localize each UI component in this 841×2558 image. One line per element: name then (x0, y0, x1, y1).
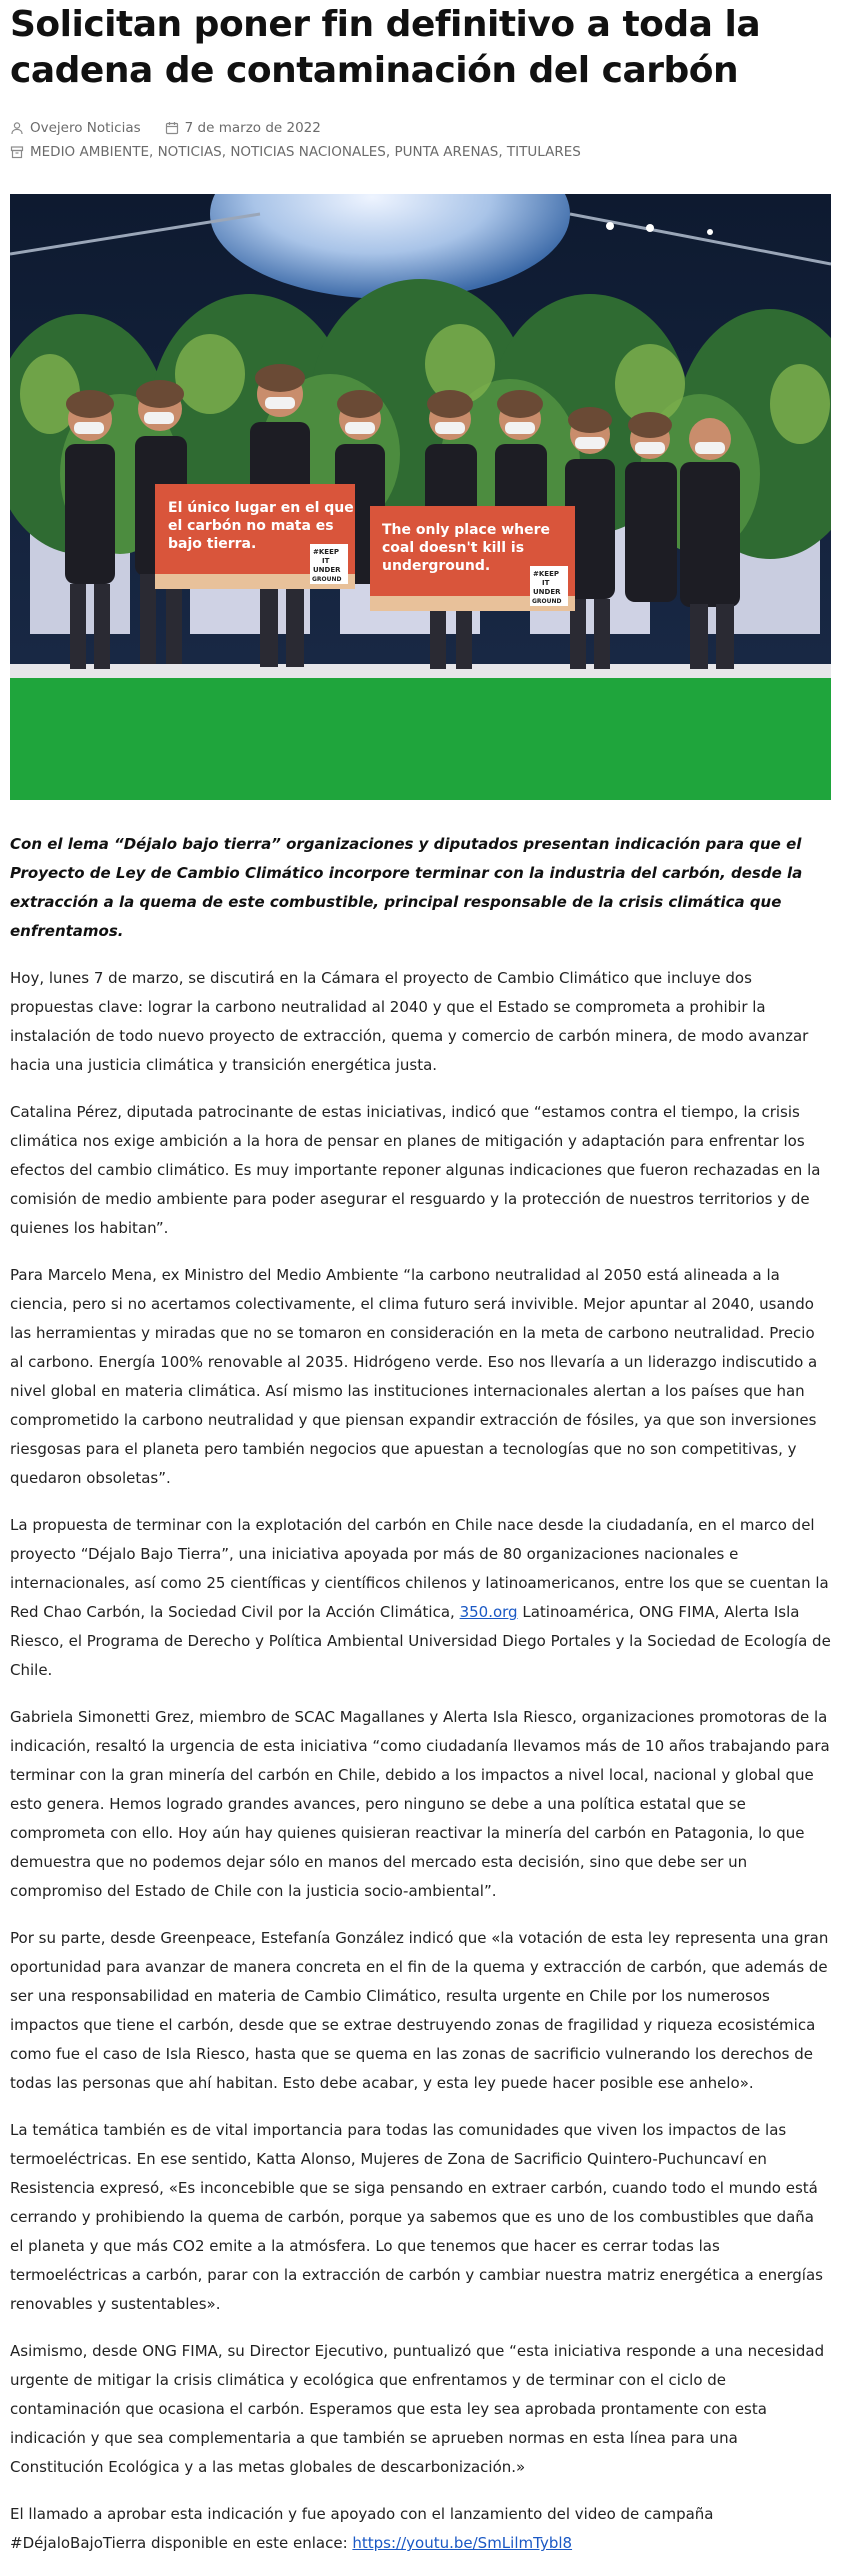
archive-icon (10, 145, 24, 159)
banner-right-tag-1: #KEEP (533, 570, 559, 578)
banner-right-line2: coal doesn't kill is (382, 540, 525, 556)
article-title: Solicitan poner fin definitivo a toda la cadena de contaminación del carbón (10, 4, 761, 91)
banner-right-tag-3: UNDER (533, 588, 561, 596)
categories-row (10, 140, 831, 164)
banner-left-line2: el carbón no mata es (168, 518, 334, 534)
banner-right-line3: underground. (382, 558, 491, 574)
banner-right-tag-4: GROUND (532, 598, 562, 605)
paragraph-4 (10, 1511, 831, 1685)
paragraph-7: La temática también es de vital importancia para todas las comunidades que viven los impactos de las termoeléctricas. En ese sentido, Katta Alonso, Mujeres de Zona de Sacrificio Quintero-Puchuncaví en Resistencia expresó, «Es inconcebible que se siga pensando en extraer carbón, cuando todo el mundo está cerrando y prohibiendo la quema de carbón, porque ya sabemos que es uno de los combustibles que daña el planeta y que más CO2 emite a la atmósfera. Lo que tenemos que hacer es cerrar todas las termoeléctricas a carbón, parar con la extracción de carbón y cambiar nuestra matriz energética a energías renovables y sustentables». (10, 2121, 823, 2313)
article-meta (10, 116, 831, 164)
paragraph-9-text: El llamado a aprobar esta indicación y fue apoyado con el lanzamiento del video de campaña #DéjaloBajoTierra disponible en este enlace: (10, 2505, 714, 2552)
paragraph-4-text-b: Latinoamérica, ONG FIMA, Alerta Isla Riesco, el Programa de Derecho y Política Ambiental Universidad Diego Portales y la Sociedad de Ecología de Chile. (10, 1603, 831, 1679)
banner-left-tag-2: IT (322, 557, 330, 565)
byline-row (10, 116, 831, 140)
banner-right-tag-2: IT (542, 579, 550, 587)
user-icon (10, 121, 24, 135)
paragraph-9 (10, 2500, 831, 2558)
banner-left-tag-3: UNDER (313, 566, 341, 574)
banner-left-tag-4: GROUND (312, 576, 342, 583)
link-350-org[interactable]: 350.org (459, 1603, 518, 1621)
youtube-link[interactable]: https://youtu.be/SmLilmTybl8 (352, 2534, 573, 2552)
paragraph-8: Asimismo, desde ONG FIMA, su Director Ejecutivo, puntualizó que “esta iniciativa responde a una necesidad urgente de mitigar la crisis climática y ecológica que enfrentamos y de terminar con el ciclo de contaminación que ocasiona el carbón. Esperamos que esta ley sea aprobada prontamente con esta indicación y que sea complementaria a que también se aprueben normas en esta línea para una Constitución Ecológica y a las metas globales de descarbonización.» (10, 2342, 825, 2476)
author-link[interactable]: Ovejero Noticias (30, 120, 141, 136)
publish-date: 7 de marzo de 2022 (184, 120, 321, 136)
paragraph-2: Catalina Pérez, diputada patrocinante de estas iniciativas, indicó que “estamos contra el tiempo, la crisis climática nos exige ambición a la hora de pensar en planes de mitigación y adaptación para enfrentar los efectos del cambio climático. Es muy importante reponer algunas indicaciones que fueron rechazadas en la comisión de medio ambiente para poder asegurar el resguardo y la protección de nuestros territorios y de quienes los habitan”. (10, 1103, 821, 1237)
paragraph-3: Para Marcelo Mena, ex Ministro del Medio Ambiente “la carbono neutralidad al 2050 está alineada a la ciencia, pero si no acertamos colectivamente, el clima futuro será invivible. Mejor apuntar al 2040, usando las herramientas y miradas que no se tomaron en consideración en la meta de carbono neutralidad. Precio al carbono. Energía 100% renovable al 2035. Hidrógeno verde. Eso nos llevaría a un liderazgo indiscutido a nivel global en materia climática. Así mismo las instituciones internacionales alertan a los países que han comprometido la carbono neutralidad y que piensan expandir extracción de fósiles, ya que son inversiones riesgosas para el planeta pero también negocios que apuestan a tecnologías que no son competitivas, y quedaron obsoletas”. (10, 1266, 818, 1487)
article-photo (10, 194, 831, 800)
paragraph-5: Gabriela Simonetti Grez, miembro de SCAC Magallanes y Alerta Isla Riesco, organizaciones promotoras de la indicación, resaltó la urgencia de esta iniciativa “como ciudadanía llevamos más de 10 años trabajando para terminar con la gran minería del carbón en Chile, debido a los impactos a nivel local, nacional y global que esto genera. Hemos logrado grandes avances, pero ninguno se debe a una política estatal que se comprometa con ello. Hoy aún hay quienes quisieran reactivar la minería del carbón en Patagonia, lo que demuestra que no podemos dejar sólo en manos del mercado esta decisión, sino que debe ser un compromiso del Estado de Chile con la justicia socio-ambiental”. (10, 1708, 830, 1900)
category-links[interactable]: MEDIO AMBIENTE, NOTICIAS, NOTICIAS NACIONALES, PUNTA ARENAS, TITULARES (30, 144, 581, 160)
calendar-icon (165, 121, 179, 135)
article-body (10, 830, 831, 2558)
paragraph-4-text-a: La propuesta de terminar con la explotación del carbón en Chile nace desde la ciudadanía, en el marco del proyecto “Déjalo Bajo Tierra”, una iniciativa apoyada por más de 80 organizaciones nacionales e internacionales, así como 25 científicas y científicos chilenos y latinoamericanos, entre los que se cuentan la Red Chao Carbón, la Sociedad Civil por la Acción Climática, (10, 1516, 829, 1621)
paragraph-6: Por su parte, desde Greenpeace, Estefanía González indicó que «la votación de esta ley representa una gran oportunidad para avanzar de manera concreta en el fin de la quema y extracción de carbón, que además de ser una responsabilidad en materia de Cambio Climático, resulta urgente en Chile por los numerosos impactos que tiene el carbón, desde que se extrae destruyendo zonas de fragilidad y riqueza ecosistémica como fue el caso de Isla Riesco, hasta que se quema en las zonas de sacrificio vulnerando los derechos de todas las personas que ahí habitan. Esto debe acabar, y esta ley puede hacer posible ese anhelo». (10, 1929, 829, 2092)
banner-left-line3: bajo tierra. (168, 536, 257, 552)
paragraph-1: Hoy, lunes 7 de marzo, se discutirá en la Cámara el proyecto de Cambio Climático que incluye dos propuestas clave: lograr la carbono neutralidad al 2040 y que el Estado se comprometa a prohibir la instalación de todo nuevo proyecto de extracción, quema y comercio de carbón minera, de modo avanzar hacia una justicia climática y transición energética justa. (10, 969, 809, 1074)
article-lead: Con el lema “Déjalo bajo tierra” organizaciones y diputados presentan indicación para que el Proyecto de Ley de Cambio Climático incorpore terminar con la industria del carbón, desde la extracción a la quema de este combustible, principal responsable de la crisis climática que enfrentamos. (10, 835, 803, 940)
banner-left-tag-1: #KEEP (313, 548, 339, 556)
banner-left-line1: El único lugar en el que (168, 500, 354, 516)
banner-right-line1: The only place where (382, 522, 550, 538)
